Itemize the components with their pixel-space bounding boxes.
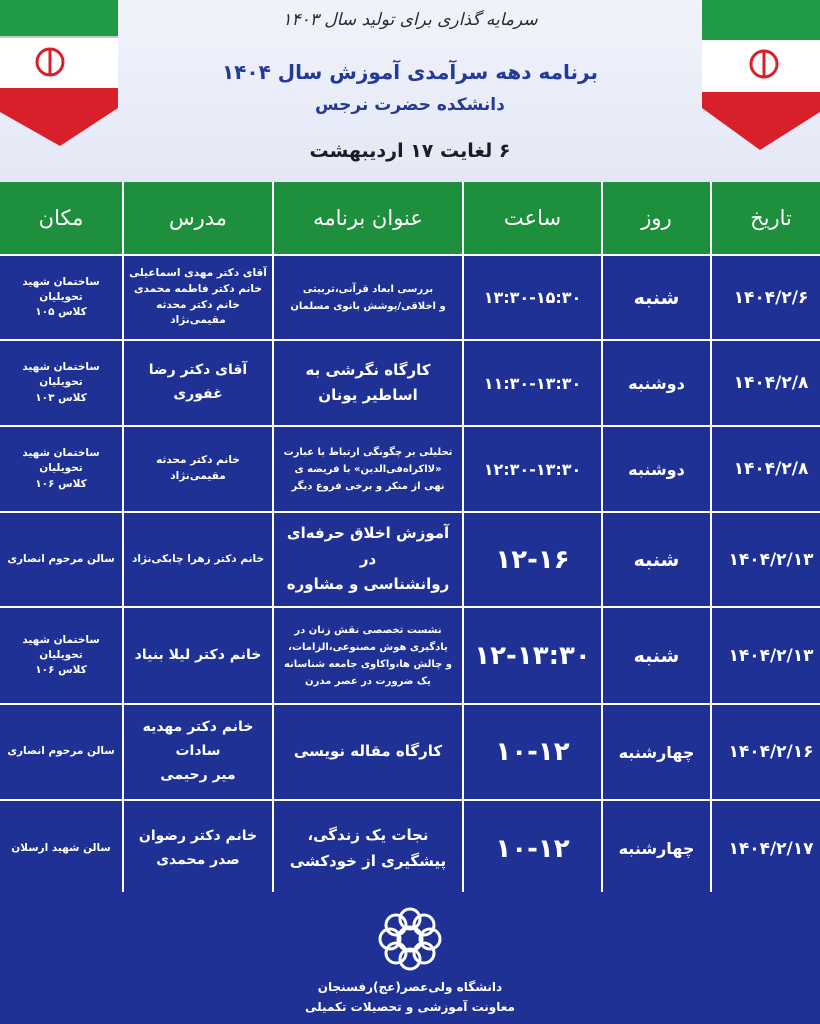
column-header-place: مکان — [0, 182, 122, 254]
place-cell — [0, 801, 122, 896]
place-line: ساختمان شهید تحویلیان — [22, 447, 100, 475]
time-cell: ۱۲-۱۶ — [464, 513, 601, 606]
program-cell — [274, 608, 462, 703]
page-title: برنامه دهه سرآمدی آموزش سال ۱۴۰۴ — [221, 60, 599, 84]
teacher-line: آقای دکتر مهدی اسماعیلی — [129, 267, 267, 279]
place-line: کلاس ۱۰۵ — [35, 306, 87, 319]
date-cell: ۱۴۰۴/۲/۸ — [712, 341, 820, 425]
teacher-line: صدر محمدی — [156, 851, 240, 868]
program-cell — [274, 801, 462, 896]
teacher-line: میر رحیمی — [160, 766, 236, 783]
program-cell — [274, 705, 462, 799]
place-cell — [0, 341, 122, 425]
date-cell: ۱۴۰۴/۲/۱۳ — [712, 608, 820, 703]
university-logo-icon — [373, 902, 447, 976]
schedule-table — [0, 182, 820, 892]
time-cell: ۱۳:۳۰-۱۵:۳۰ — [464, 256, 601, 339]
header — [0, 0, 820, 182]
teacher-line: خانم دکتر زهرا چابکی‌نژاد — [131, 552, 265, 565]
teacher-line: خانم دکتر مهدیه سادات — [142, 719, 254, 760]
teacher-line: خانم دکتر محدثه مقیمی‌نژاد — [156, 298, 240, 327]
day-cell: دوشنبه — [603, 341, 710, 425]
column-header-program: عنوان برنامه — [274, 182, 462, 254]
program-line: کارگاه مقاله نویسی — [293, 742, 443, 761]
teacher-cell — [124, 427, 272, 511]
place-cell — [0, 513, 122, 606]
date-cell: ۱۴۰۴/۲/۱۶ — [712, 705, 820, 799]
program-cell — [274, 256, 462, 339]
teacher-line: خانم دکتر لیلا بنیاد — [134, 646, 262, 663]
teacher-cell — [124, 705, 272, 799]
program-line: روانشناسی و مشاوره — [286, 575, 450, 594]
faculty-name: دانشکده حضرت نرجس — [315, 95, 505, 115]
date-range: ۶ لغایت ۱۷ اردیبهشت — [309, 140, 511, 162]
place-cell — [0, 608, 122, 703]
program-cell — [274, 341, 462, 425]
teacher-cell — [124, 608, 272, 703]
teacher-line: خانم دکتر محدثه مقیمی‌نژاد — [156, 454, 240, 482]
university-name: دانشگاه ولی‌عصر(عج)رفسنجان — [317, 980, 503, 994]
department-name: معاونت آموزشی و تحصیلات تکمیلی — [305, 1000, 515, 1014]
date-cell: ۱۴۰۴/۲/۱۷ — [712, 801, 820, 896]
time-cell: ۱۰-۱۲ — [464, 705, 601, 799]
teacher-line: خانم دکتر رضوان — [138, 827, 258, 844]
place-cell — [0, 427, 122, 511]
program-cell — [274, 427, 462, 511]
column-header-time: ساعت — [464, 182, 601, 254]
column-header-date: تاریخ — [712, 182, 820, 254]
footer — [0, 892, 820, 1024]
program-line: و چالش ها،واکاوی جامعه شناسانه — [283, 658, 453, 670]
day-cell: چهارشنبه — [603, 705, 710, 799]
program-line: و اخلاقی/پوشش بانوی مسلمان — [290, 300, 446, 312]
day-cell: شنبه — [603, 256, 710, 339]
column-header-teacher: مدرس — [124, 182, 272, 254]
time-cell: ۱۱:۳۰-۱۳:۳۰ — [464, 341, 601, 425]
teacher-line: خانم دکتر فاطمه محمدی — [134, 282, 262, 295]
teacher-cell — [124, 513, 272, 606]
program-line: اساطیر یونان — [318, 386, 418, 404]
place-line: کلاس ۱۰۶ — [35, 664, 87, 677]
day-cell: شنبه — [603, 513, 710, 606]
place-line: ساختمان شهید تحویلیان — [22, 361, 100, 389]
program-cell — [274, 513, 462, 606]
program-line: «لااکراه‌فی‌الدین» با فریضه ی — [294, 463, 442, 475]
program-line: نجات یک زندگی، — [307, 826, 429, 844]
place-line: ساختمان شهید تحویلیان — [22, 633, 100, 661]
place-line: کلاس ۱۰۳ — [35, 391, 87, 404]
program-line: تحلیلی بر چگونگی ارتباط با عبارت — [283, 446, 453, 458]
day-cell: دوشنبه — [603, 427, 710, 511]
date-cell: ۱۴۰۴/۲/۱۳ — [712, 513, 820, 606]
column-header-day: روز — [603, 182, 710, 254]
place-line: سالن مرحوم انصاری — [7, 552, 115, 565]
time-cell: ۱۲:۳۰-۱۳:۳۰ — [464, 427, 601, 511]
program-line: کارگاه نگرشی به — [305, 360, 431, 379]
program-line: نهی از منکر و برخی فروع دیگر — [291, 480, 445, 492]
day-cell: چهارشنبه — [603, 801, 710, 896]
program-line: یک ضرورت در عصر مدرن — [305, 675, 431, 687]
date-cell: ۱۴۰۴/۲/۸ — [712, 427, 820, 511]
program-line: پیشگیری از خودکشی — [289, 851, 447, 870]
teacher-cell — [124, 801, 272, 896]
program-line: بررسی ابعاد قرآنی،تربیتی — [302, 283, 434, 295]
time-cell: ۱۰-۱۲ — [464, 801, 601, 896]
program-line: آموزش اخلاق حرفه‌ای در — [286, 524, 450, 568]
place-cell — [0, 705, 122, 799]
program-line: نشست تخصصی نقش زنان در — [294, 624, 442, 636]
time-cell: ۱۲-۱۳:۳۰ — [464, 608, 601, 703]
teacher-cell — [124, 256, 272, 339]
place-line: سالن شهید ارسلان — [11, 841, 111, 854]
place-cell — [0, 256, 122, 339]
place-line: ساختمان شهید تحویلیان — [22, 275, 100, 303]
place-line: سالن مرحوم انصاری — [7, 745, 115, 758]
date-cell: ۱۴۰۴/۲/۶ — [712, 256, 820, 339]
day-cell: شنبه — [603, 608, 710, 703]
program-line: یادگیری هوش مصنوعی،الزامات، — [288, 641, 448, 653]
place-line: کلاس ۱۰۶ — [35, 477, 87, 490]
teacher-line: آقای دکتر رضا غفوری — [148, 362, 248, 402]
teacher-cell — [124, 341, 272, 425]
slogan: سرمایه گذاری برای تولید سال ۱۴۰۳ — [282, 10, 538, 30]
